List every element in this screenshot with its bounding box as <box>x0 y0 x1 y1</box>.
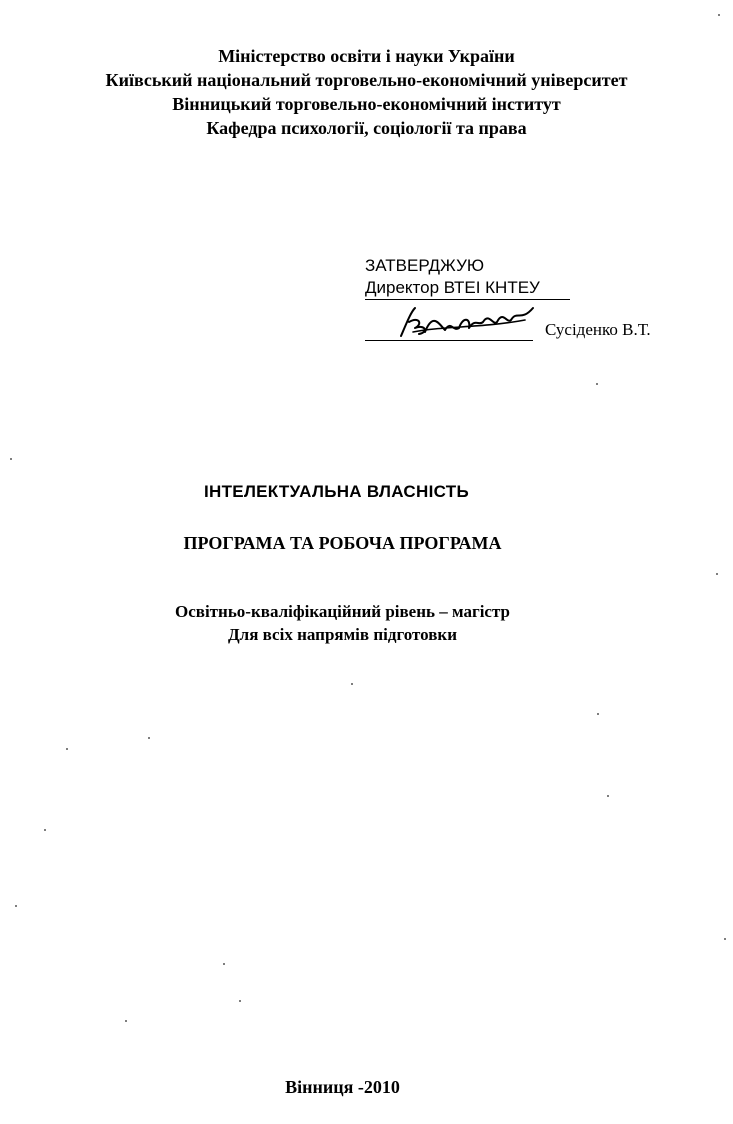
scan-speck <box>607 795 609 797</box>
department-line: Кафедра психології, соціології та права <box>206 118 527 138</box>
scan-speck <box>66 748 68 750</box>
approval-position: Директор ВТЕІ КНТЕУ <box>365 277 570 300</box>
qualification-block <box>0 600 685 646</box>
scan-speck <box>44 829 46 831</box>
city-year: Вінниця -2010 <box>285 1077 400 1097</box>
scan-speck <box>10 458 12 460</box>
signer-name: Сусіденко В.Т. <box>545 320 651 339</box>
signature-row <box>365 300 705 350</box>
scan-speck <box>716 573 718 575</box>
approval-block <box>365 255 705 350</box>
approval-title: ЗАТВЕРДЖУЮ <box>365 256 485 275</box>
document-subtitle: ПРОГРАМА ТА РОБОЧА ПРОГРАМА <box>183 533 502 553</box>
document-title: ІНТЕЛЕКТУАЛЬНА ВЛАСНІСТЬ <box>204 482 469 501</box>
training-directions: Для всіх напрямів підготовки <box>227 625 457 644</box>
institute-line: Вінницький торговельно-економічний інститут <box>172 94 561 114</box>
scan-speck <box>223 963 225 965</box>
qualification-level: Освітньо-кваліфікаційний рівень – магістр <box>175 602 510 621</box>
university-line: Київський національний торговельно-економічний університет <box>105 70 628 90</box>
signature-line <box>365 340 533 341</box>
scan-speck <box>724 938 726 940</box>
handwritten-signature <box>393 302 543 342</box>
scan-speck <box>351 683 353 685</box>
ministry-line: Міністерство освіти і науки України <box>218 46 515 66</box>
scan-speck <box>125 1020 127 1022</box>
scan-speck <box>596 383 598 385</box>
scan-speck <box>239 1000 241 1002</box>
scan-speck <box>718 14 720 16</box>
institution-header <box>0 44 733 140</box>
scan-speck <box>148 737 150 739</box>
scan-speck <box>597 713 599 715</box>
scan-speck <box>15 905 17 907</box>
